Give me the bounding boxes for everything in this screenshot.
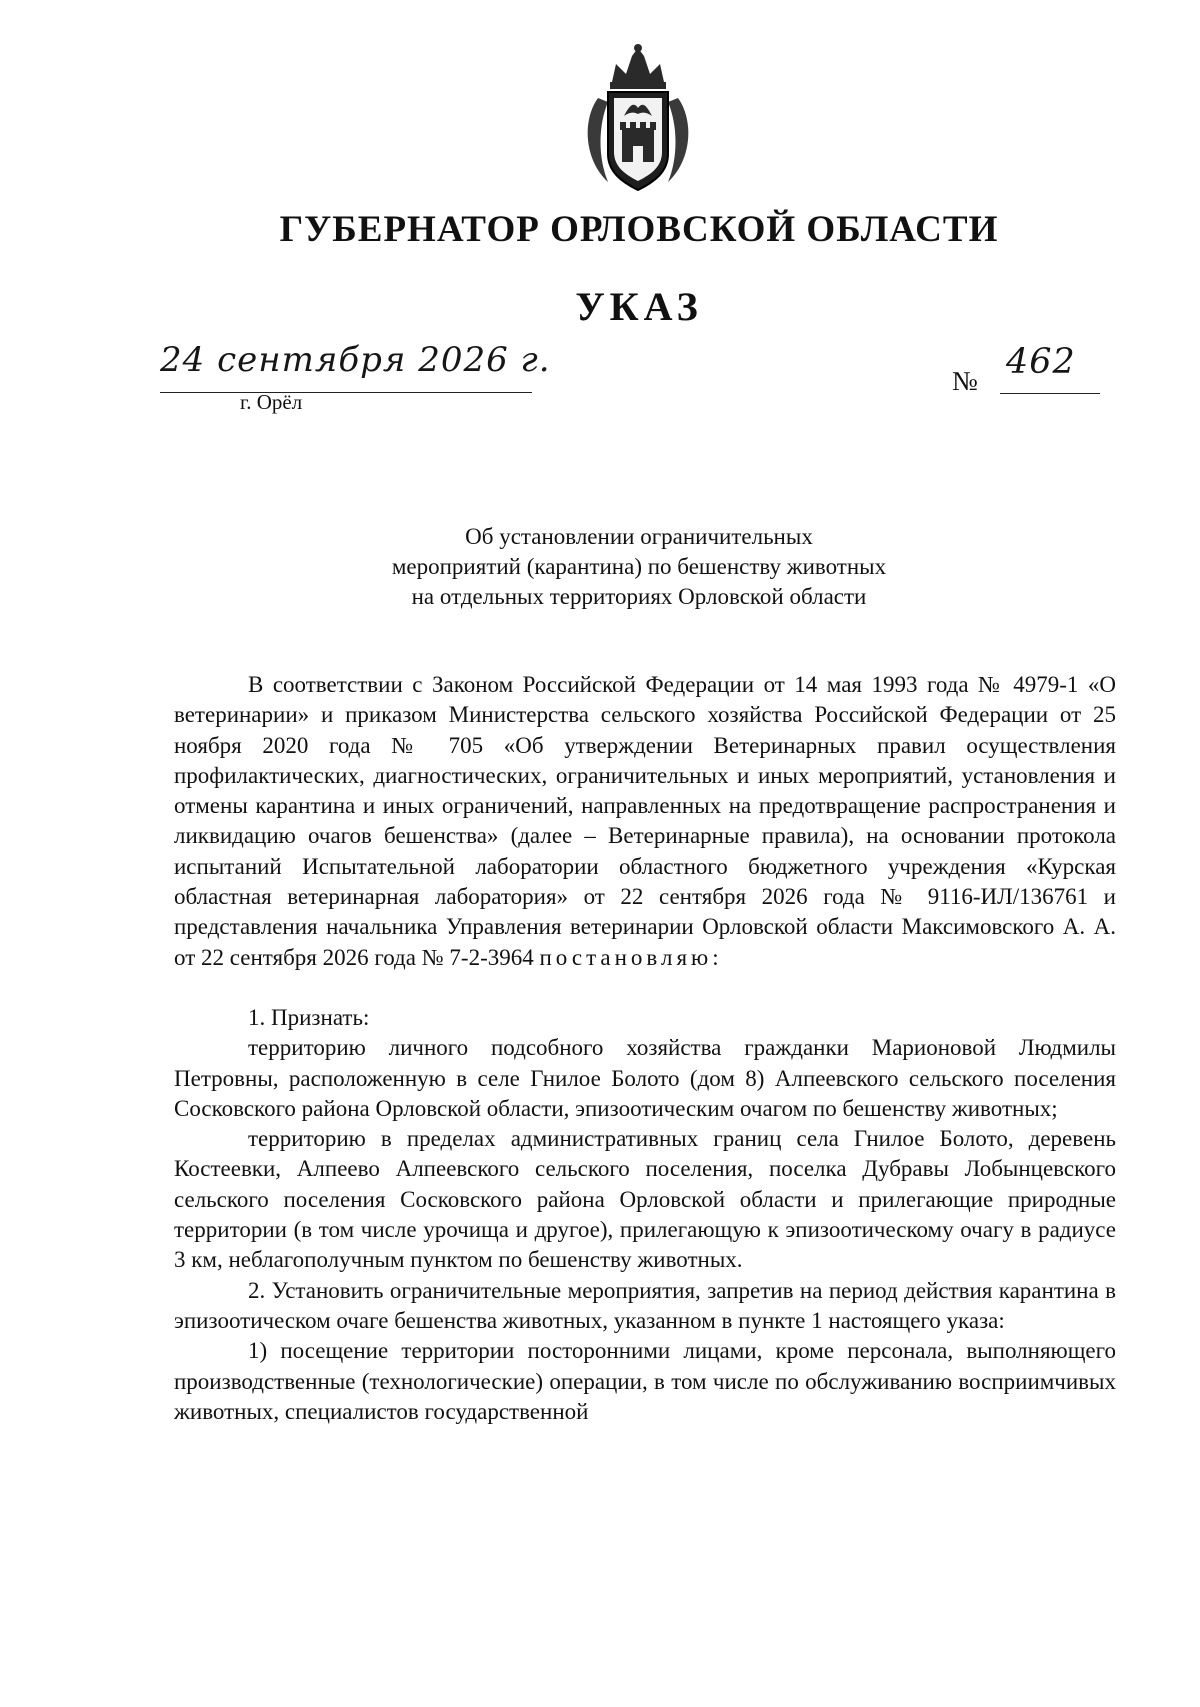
- item-1-paragraph-a: территорию личного подсобного хозяйства гражданки Марионовой Людмилы Петровны, расположенную в селе Гнилое Болото (дом 8) Алпеевского сельского поселения Сосковского района Орловской области, эпизоотическим очагом по бешенству животных;: [174, 1035, 1116, 1121]
- document-body: [174, 670, 1116, 1427]
- date-underline: [160, 392, 532, 393]
- preamble-text: В соответствии с Законом Российской Федерации от 14 мая 1993 года № 4979-1 «О ветеринарии» и приказом Министерства сельского хозяйства Российской Федерации от 25 ноября 2020 года № 705 «Об утверждении Ветеринарных правил осуществления профилактических, диагностических, ограничительных и иных мероприятий, установления и отмены карантина и иных ограничений, направленных на предотвращение распространения и ликвидацию очагов бешенства» (далее – Ветеринарные правила), на основании протокола испытаний Испытательной лаборатории областного бюджетного учреждения «Курская областная ветеринарная лаборатория» от 22 сентября 2026 года № 9116-ИЛ/136761 и представления начальника Управления ветеринарии Орловской области Максимовского А. А. от 22 сентября 2026 года № 7-2-3964: [174, 672, 1116, 970]
- document-title: [0, 522, 1200, 612]
- item-2-paragraph: 2. Установить ограничительные мероприятия, запретив на период действия карантина в эпизоотическом очаге бешенства животных, указанном в пункте 1 настоящего указа:: [174, 1277, 1116, 1333]
- document-number-label: №: [952, 366, 978, 396]
- preamble-paragraph: [174, 670, 1116, 973]
- issuing-authority: ГУБЕРНАТОР ОРЛОВСКОЙ ОБЛАСТИ: [279, 209, 999, 250]
- coat-of-arms-emblem: [568, 42, 708, 194]
- item-1-paragraph-b: территорию в пределах административных границ села Гнилое Болото, деревень Костеевки, Алпеево Алпеевского сельского поселения, поселка Дубравы Лобынцевского сельского поселения Сосковского района Орловской области и прилегающие природные территории (в том числе урочища и другое), прилегающую к эпизоотическому очагу в радиусе 3 км, неблагополучным пунктом по бешенству животных.: [174, 1126, 1116, 1273]
- item-2-subitem-1: 1) посещение территории посторонними лицами, кроме персонала, выполняющего производственные (технологические) операции, в том числе по обслуживанию восприимчивых животных, специалистов государственной: [174, 1338, 1116, 1424]
- issue-city: г. Орёл: [240, 390, 303, 414]
- document-type: УКАЗ: [575, 284, 703, 329]
- document-number: 462: [1006, 342, 1076, 382]
- title-line: Об установлении ограничительных: [465, 524, 813, 549]
- item-1-heading: 1. Признать:: [248, 1004, 370, 1030]
- title-line: на отдельных территориях Орловской области: [411, 584, 867, 609]
- number-underline: [1000, 393, 1100, 394]
- document-date: 24 сентября 2026 г.: [160, 340, 551, 380]
- decree-word: постановляю:: [539, 944, 723, 970]
- title-line: мероприятий (карантина) по бешенству животных: [391, 554, 887, 579]
